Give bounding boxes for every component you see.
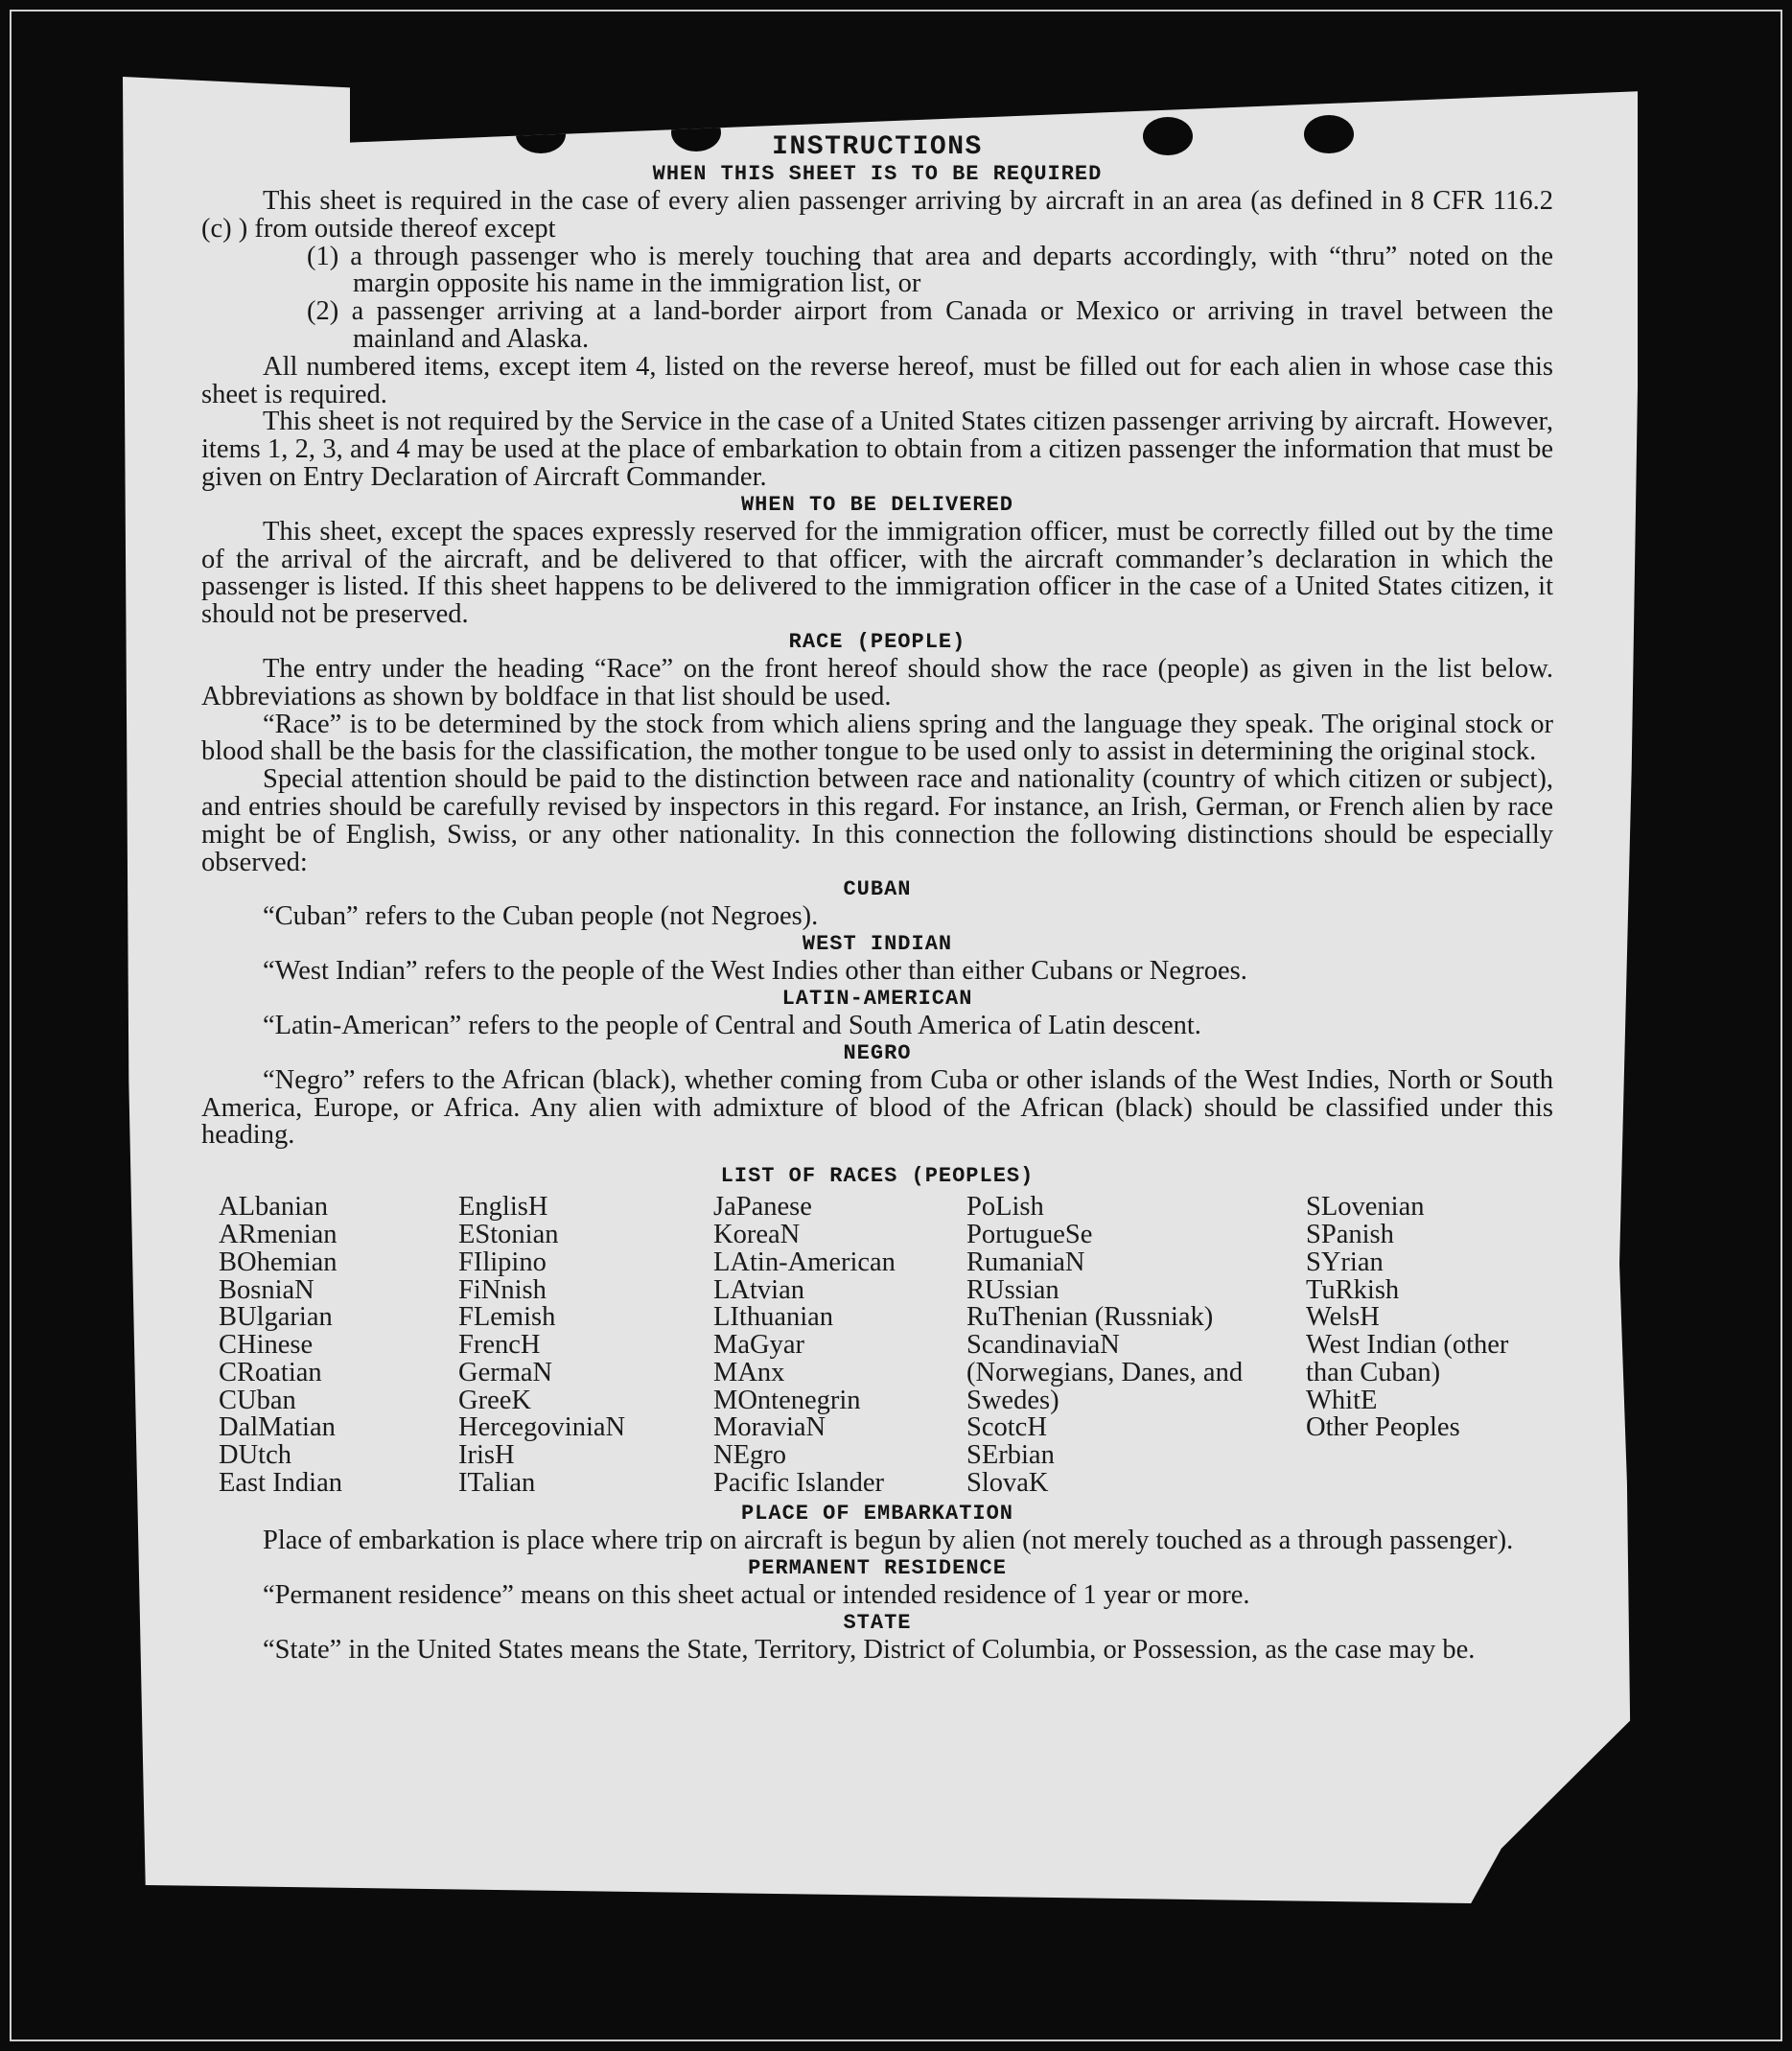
race-entry: EnglisH bbox=[458, 1192, 548, 1223]
race-entry: GermaN bbox=[458, 1357, 553, 1387]
race-entry: PortugueSe bbox=[966, 1219, 1093, 1249]
race-entry: RuThenian (Russniak) bbox=[966, 1302, 1214, 1333]
race-column bbox=[713, 1194, 953, 1498]
race-entry: West Indian (other than Cuban) bbox=[1306, 1330, 1509, 1387]
race-entry: TuRkish bbox=[1306, 1274, 1400, 1305]
race-entry: IrisH bbox=[458, 1440, 515, 1471]
race-entry: BosniaN bbox=[219, 1274, 314, 1305]
section-heading: WHEN TO BE DELIVERED bbox=[740, 492, 1014, 517]
race-column bbox=[458, 1194, 698, 1498]
section-heading: RACE (PEOPLE) bbox=[788, 629, 966, 654]
race-entry: CRoatian bbox=[219, 1357, 322, 1387]
section-heading: WEST INDIAN bbox=[802, 932, 953, 957]
race-entry: GreeK bbox=[458, 1385, 531, 1415]
race-column bbox=[219, 1194, 449, 1498]
paragraph: “West Indian” refers to the people of the West Indies other than either Cubans or Negroes. bbox=[263, 956, 1247, 987]
race-entry: MaGyar bbox=[713, 1330, 804, 1361]
race-entry: SYrian bbox=[1306, 1247, 1384, 1277]
race-list bbox=[201, 1194, 1553, 1501]
race-entry: MAnx bbox=[713, 1357, 785, 1387]
paragraph: This sheet, except the spaces expressly reserved for the immigration officer, must be correctly filled out by the time of the arrival of the aircraft, and be delivered to that officer, with the aircraft commander’s declaration in which the passenger is listed. If this sheet happens to be delivered to the immigration officer in the case of a United States citizen, it should not be preserved. bbox=[201, 516, 1553, 630]
list-item: (2) a passenger arriving at a land-border airport from Canada or Mexico or arriving in travel between the mainland and Alaska. bbox=[307, 296, 1553, 354]
race-entry: FIlipino bbox=[458, 1247, 547, 1277]
race-entry: BUlgarian bbox=[219, 1302, 333, 1333]
paragraph: All numbered items, except item 4, listed on the reverse hereof, must be filled out for each alien in whose case this sheet is required. bbox=[201, 351, 1553, 409]
race-entry: FLemish bbox=[458, 1302, 556, 1333]
paragraph: This sheet is required in the case of every alien passenger arriving by aircraft in an area (as defined in 8 CFR 116.2 (c) ) from outside thereof except bbox=[201, 186, 1553, 244]
race-entry: FiNnish bbox=[458, 1274, 547, 1305]
race-entry: NEgro bbox=[713, 1440, 786, 1471]
race-entry: RumaniaN bbox=[966, 1247, 1085, 1277]
race-entry: EStonian bbox=[458, 1219, 559, 1249]
race-entry: MOntenegrin bbox=[713, 1385, 861, 1415]
race-entry: LAtin-American bbox=[713, 1247, 896, 1277]
race-entry: CUban bbox=[219, 1385, 296, 1415]
paragraph: “Latin-American” refers to the people of Central and South America of Latin descent. bbox=[263, 1010, 1201, 1040]
race-entry: FrencH bbox=[458, 1330, 541, 1361]
paragraph: “State” in the United States means the State, Territory, District of Columbia, or Possession, as the case may be. bbox=[263, 1634, 1476, 1665]
race-entry: SlovaK bbox=[966, 1468, 1049, 1499]
race-entry: DUtch bbox=[219, 1440, 291, 1471]
race-entry: Pacific Islander bbox=[713, 1468, 885, 1499]
paragraph: “Race” is to be determined by the stock from which aliens spring and the language they speak. The original stock or blood shall be the basis for the classification, the mother tongue to be used only to assist in determining the original stock. bbox=[201, 709, 1553, 767]
section-heading: LIST OF RACES (PEOPLES) bbox=[720, 1164, 1035, 1189]
race-entry: WhitE bbox=[1306, 1385, 1378, 1415]
instructions-text bbox=[201, 134, 1553, 1665]
race-entry: PoLish bbox=[966, 1192, 1044, 1223]
section-heading: STATE bbox=[843, 1610, 912, 1635]
race-entry: RUssian bbox=[966, 1274, 1059, 1305]
race-column bbox=[966, 1194, 1264, 1498]
race-entry: ScandinaviaN (Norwegians, Danes, and Swedes) bbox=[966, 1330, 1244, 1415]
race-entry: ALbanian bbox=[219, 1192, 328, 1223]
race-entry: DalMatian bbox=[219, 1412, 336, 1443]
section-heading: NEGRO bbox=[843, 1040, 912, 1065]
paragraph: Special attention should be paid to the distinction between race and nationality (country of which citizen or subject), and entries should be carefully revised by inspectors in this regard. For instance, an Irish, German, or French alien by race might be of English, Swiss, or any other nationality. In this connection the following distinctions should be especially observed: bbox=[201, 764, 1553, 877]
race-entry: East Indian bbox=[219, 1468, 343, 1499]
paragraph: The entry under the heading “Race” on the front hereof should show the race (people) as given in the list below. Abbreviations as shown by boldface in that list should be used. bbox=[201, 653, 1553, 711]
section-heading: PLACE OF EMBARKATION bbox=[740, 1502, 1014, 1527]
race-entry: CHinese bbox=[219, 1330, 314, 1361]
race-entry: KoreaN bbox=[713, 1219, 801, 1249]
paragraph: “Permanent residence” means on this sheet actual or intended residence of 1 year or more. bbox=[263, 1579, 1250, 1610]
race-entry: WelsH bbox=[1306, 1302, 1380, 1333]
section-heading: WHEN THIS SHEET IS TO BE REQUIRED bbox=[652, 162, 1103, 186]
section-heading: LATIN-AMERICAN bbox=[781, 986, 973, 1011]
race-entry: HercegoviniaN bbox=[458, 1412, 626, 1443]
race-column bbox=[1306, 1194, 1555, 1442]
race-entry: MoraviaN bbox=[713, 1412, 826, 1443]
list-item: (1) a through passenger who is merely touching that area and departs accordingly, with “thru” noted on the margin opposite his name in the immigration list, or bbox=[307, 241, 1553, 299]
race-entry: LIthuanian bbox=[713, 1302, 834, 1333]
race-entry: ARmenian bbox=[219, 1219, 337, 1249]
race-entry: JaPanese bbox=[713, 1192, 812, 1223]
paragraph: “Cuban” refers to the Cuban people (not Negroes). bbox=[263, 901, 819, 932]
race-entry: SPanish bbox=[1306, 1219, 1394, 1249]
paragraph: “Negro” refers to the African (black), whether coming from Cuba or other islands of the West Indies, North or South America, Europe, or Africa. Any alien with admixture of blood of the African (black) should be classified under this heading. bbox=[201, 1064, 1553, 1151]
page-title: INSTRUCTIONS bbox=[772, 132, 983, 162]
race-entry: Other Peoples bbox=[1306, 1412, 1460, 1443]
race-entry: ScotcH bbox=[966, 1412, 1047, 1443]
race-entry: SLovenian bbox=[1306, 1192, 1425, 1223]
race-entry: SErbian bbox=[966, 1440, 1055, 1471]
section-heading: PERMANENT RESIDENCE bbox=[748, 1555, 1007, 1580]
race-entry: ITalian bbox=[458, 1468, 536, 1499]
race-entry: LAtvian bbox=[713, 1274, 804, 1305]
race-entry: BOhemian bbox=[219, 1247, 337, 1277]
section-heading: CUBAN bbox=[843, 877, 912, 902]
paragraph: Place of embarkation is place where trip on aircraft is begun by alien (not merely touched as a through passenger). bbox=[263, 1526, 1514, 1556]
paragraph: This sheet is not required by the Service in the case of a United States citizen passenger arriving by aircraft. However, items 1, 2, 3, and 4 may be used at the place of embarkation to obtain from a citizen passenger the information that must be given on Entry Declaration of Aircraft Commander. bbox=[201, 407, 1553, 492]
